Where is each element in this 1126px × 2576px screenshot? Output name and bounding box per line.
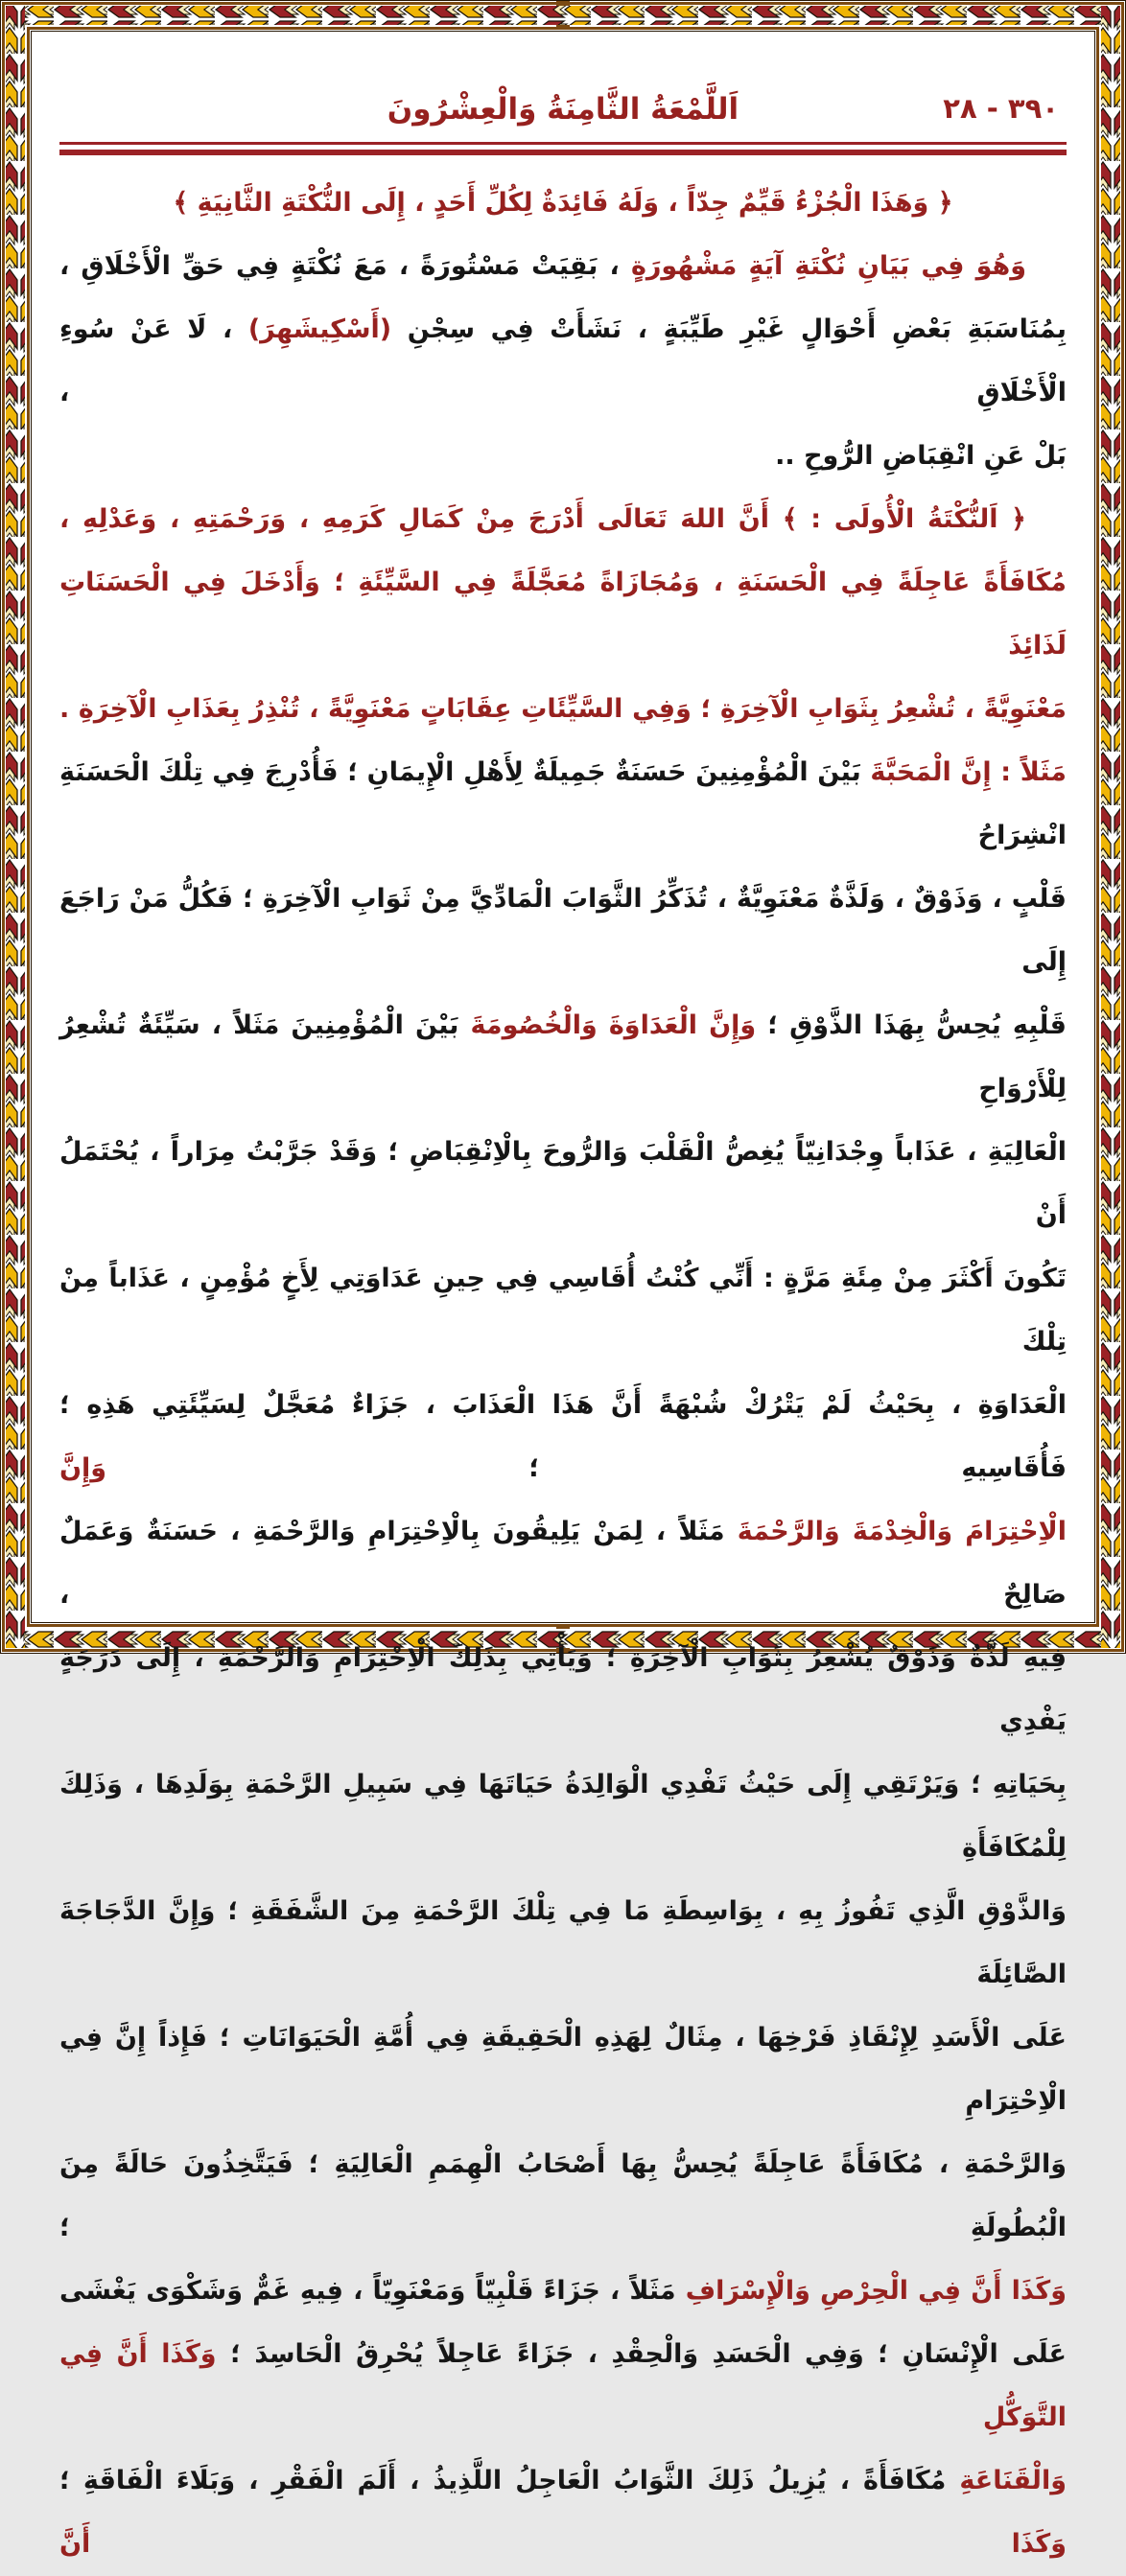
text-segment-red: (أَسْكِيشَهِرَ)	[247, 314, 392, 344]
text-segment-red: مَثَلاً : إِنَّ الْمَحَبَّةَ	[860, 757, 1067, 787]
text-line	[59, 2449, 1067, 2576]
page-content	[59, 0, 1067, 2576]
text-line	[59, 1247, 1067, 1374]
text-segment-black: بِمُنَاسَبَةِ بَعْضِ أَحْوَالٍ غَيْرِ طَيِّبَةٍ ، نَشَأَتْ فِي سِجْنِ	[391, 314, 1067, 344]
text-line	[59, 868, 1067, 994]
text-segment-red: مُكَافَأَةً عَاجِلَةً فِي الْحَسَنَةِ ، وَمُجَازَاةً مُعَجَّلَةً فِي السَّيِّئَةِ ؛ وَأَدْخَلَ فِي الْحَسَنَاتِ لَذَائِذَ	[59, 568, 1067, 661]
text-segment-black: قَلْبِهِ يُحِسُّ بِهَذَا الذَّوْقِ ؛	[756, 1010, 1067, 1040]
text-segment-red: وَالْقَنَاعَةِ	[946, 2466, 1067, 2495]
text-segment-black: وَالرَّحْمَةِ ، مُكَافَأَةً عَاجِلَةً يُحِسُّ بِهَا أَصْحَابُ الْهِمَمِ الْعَالِيَةِ ؛ فَيَتَّخِذُونَ حَالَةً مِنَ الْبُطُولَةِ ؛	[59, 2149, 1067, 2242]
text-segment-black: فِيهِ لَذَّةٌ وَذَوْقٌ يُشْعِرُ بِثَوَابِ الْآخِرَةِ ؛ وَيَأْتِي بِذَلِكَ الْاِحْتِرَامِ وَالرَّحْمَةِ ، إِلَى دَرَجَةٍ يَفْدِي	[59, 1643, 1067, 1736]
text-segment-red: ﴿ اَلنُّكْتَةُ الْأُولَى : ﴾ أَنَّ اللهَ تَعَالَى أَدْرَجَ مِنْ كَمَالِ كَرَمِهِ ، وَرَحْمَتِهِ ، وَعَدْلِهِ ،	[59, 504, 1026, 534]
text-line	[59, 2007, 1067, 2133]
text-line	[59, 1880, 1067, 2007]
text-segment-black: مُكَافَأَةً ، يُزِيلُ ذَلِكَ الثَّوَابُ الْعَاجِلُ اللَّذِيذُ ، أَلَمَ الْفَقْرِ ، وَبَلَاءَ الْفَاقَةِ ؛	[59, 2466, 947, 2495]
text-line	[59, 425, 1067, 488]
text-segment-black: عَلَى الْأَسَدِ لِإِنْقَاذِ فَرْخِهَا ، مِثَالٌ لِهَذِهِ الْحَقِيقَةِ فِي أُمَّةِ الْحَيَوَانَاتِ ؛ فَإِذاً إِنَّ فِي الْاِحْتِرَامِ	[59, 2023, 1067, 2116]
text-line	[59, 2323, 1067, 2449]
text-line	[59, 1627, 1067, 1753]
text-line	[59, 994, 1067, 1121]
text-segment-black: مَثَلاً ، جَزَاءً قَلْبِيّاً وَمَعْنَوِيّاً ، فِيهِ غَمٌّ وَشَكْوَى يَغْشَى	[59, 2276, 676, 2306]
text-line	[59, 298, 1067, 425]
text-segment-black: ، لَا عَنْ سُوءِ الْأَخْلَاقِ ،	[59, 314, 1067, 407]
body-text	[59, 172, 1067, 2576]
double-rule	[59, 142, 1067, 155]
text-line	[59, 235, 1067, 298]
page-header	[59, 0, 1067, 142]
text-segment-black: ، بَقِيَتْ مَسْتُورَةً ، مَعَ نُكْتَةٍ فِي حَقِّ الْأَخْلَاقِ ،	[59, 251, 631, 281]
text-segment-black: وَالذَّوْقِ الَّذِي تَفُوزُ بِهِ ، بِوَاسِطَةِ مَا فِي تِلْكَ الرَّحْمَةِ مِنَ الشَّفَقَةِ ؛ وَإِنَّ الدَّجَاجَةَ الصَّائِلَةَ	[59, 1896, 1067, 1989]
text-segment-black: عَلَى الْإِنْسَانِ ؛ وَفِي الْحَسَدِ وَالْحِقْدِ ، جَزَاءً عَاجِلاً يُحْرِقُ الْحَاسِدَ ؛	[216, 2339, 1067, 2369]
text-line	[59, 2260, 1067, 2323]
text-line	[59, 488, 1067, 551]
text-segment-black: بَيْنَ الْمُؤْمِنِينَ مَثَلاً ، سَيِّئَةٌ تُشْعِرُ لِلْأَرْوَاحِ	[59, 1010, 1067, 1103]
text-segment-black: بَلْ عَنِ انْقِبَاضِ الرُّوحِ ..	[775, 441, 1067, 471]
text-segment-red: ﴿ وَهَذَا الْجُزْءُ قَيِّمٌ جِدّاً ، وَلَهُ فَائِدَةٌ لِكُلِّ أَحَدٍ ، إِلَى النُّكْتَةِ الثَّانِيَةِ ﴾	[173, 188, 953, 218]
text-segment-black: الْعَدَاوَةِ ، بِحَيْثُ لَمْ يَتْرُكْ شُبْهَةً أَنَّ هَذَا الْعَذَابَ ، جَزَاءٌ مُعَجَّلٌ لِسَيِّئَتِي هَذِهِ ؛ فَأُقَاسِيهِ ؛	[59, 1390, 1067, 1483]
text-segment-black: بِحَيَاتِهِ ؛ وَيَرْتَقِي إِلَى حَيْثُ تَفْدِي الْوَالِدَةُ حَيَاتَهَا فِي سَبِيلِ الرَّحْمَةِ بِوَلَدِهَا ، وَذَلِكَ لِلْمُكَافَأَةِ	[59, 1770, 1067, 1863]
text-segment-black: الْعَالِيَةِ ، عَذَاباً وِجْدَانِيّاً يُغِصُّ الْقَلْبَ وَالرُّوحَ بِالْاِنْقِبَاضِ ؛ وَقَدْ جَرَّبْتُ مِرَاراً ، يُحْتَمَلُ أَنْ	[59, 1137, 1067, 1230]
text-segment-red: وَإِنَّ الْعَدَاوَةَ وَالْخُصُومَةَ	[458, 1010, 757, 1040]
text-line	[59, 678, 1067, 741]
page-title: اَللَّمْعَةُ الثَّامِنَةُ وَالْعِشْرُونَ	[387, 92, 739, 127]
text-segment-red: مَعْنَوِيَّةً ، تُشْعِرُ بِثَوَابِ الْآخِرَةِ ؛ وَفِي السَّيِّئَاتِ عِقَابَاتٍ مَعْنَوِيَّةً ، تُنْذِرُ بِعَذَابِ الْآخِرَةِ .	[59, 694, 1067, 724]
text-line	[59, 1121, 1067, 1247]
text-segment-black: تَكُونَ أَكْثَرَ مِنْ مِئَةِ مَرَّةٍ : أَنِّي كُنْتُ أُقَاسِي فِي حِينِ عَدَاوَتِي لِأَخٍ مُؤْمِنٍ ، عَذَاباً مِنْ تِلْكَ	[59, 1264, 1067, 1357]
text-segment-red: وَهُوَ فِي بَيَانِ نُكْتَةِ آيَةٍ مَشْهُورَةٍ	[630, 251, 1026, 281]
text-segment-black: بَيْنَ الْمُؤْمِنِينَ حَسَنَةٌ جَمِيلَةٌ لِأَهْلِ الْإِيمَانِ ؛ فَأُدْرِجَ فِي تِلْكَ الْحَسَنَةِ انْشِرَاحُ	[59, 757, 1067, 850]
text-line	[59, 1753, 1067, 1880]
text-line	[59, 2133, 1067, 2260]
text-line	[59, 1374, 1067, 1500]
text-segment-red: الْاِحْتِرَامَ وَالْخِدْمَةَ وَالرَّحْمَةَ	[724, 1517, 1067, 1546]
text-segment-red: وَكَذَا أَنَّ فِي التَّوَكُّلِ	[59, 2339, 1067, 2432]
text-segment-red: وَكَذَا أَنَّ	[59, 2529, 1067, 2559]
text-line	[59, 741, 1067, 868]
text-segment-black: مَثَلاً ، لِمَنْ يَلِيقُونَ بِالْاِحْتِرَامِ وَالرَّحْمَةِ ، حَسَنَةٌ وَعَمَلٌ صَالِحٌ ،	[59, 1517, 1067, 1610]
text-line	[59, 172, 1067, 235]
text-line	[59, 551, 1067, 678]
text-segment-black: قَلْبٍ ، وَذَوْقٌ ، وَلَذَّةٌ مَعْنَوِيَّةٌ ، تُذَكِّرُ الثَّوَابَ الْمَادِّيَّ مِنْ ثَوَابِ الْآخِرَةِ ؛ فَكُلُّ مَنْ رَاجَعَ إِلَى	[59, 884, 1067, 977]
text-line	[59, 1500, 1067, 1627]
page-number: ٣٩٠ - ٢٨	[943, 92, 1059, 125]
text-segment-red: وَكَذَا أَنَّ فِي الْحِرْصِ وَالْإِسْرَافِ	[675, 2276, 1067, 2306]
text-segment-red: وَإِنَّ	[59, 1453, 107, 1483]
